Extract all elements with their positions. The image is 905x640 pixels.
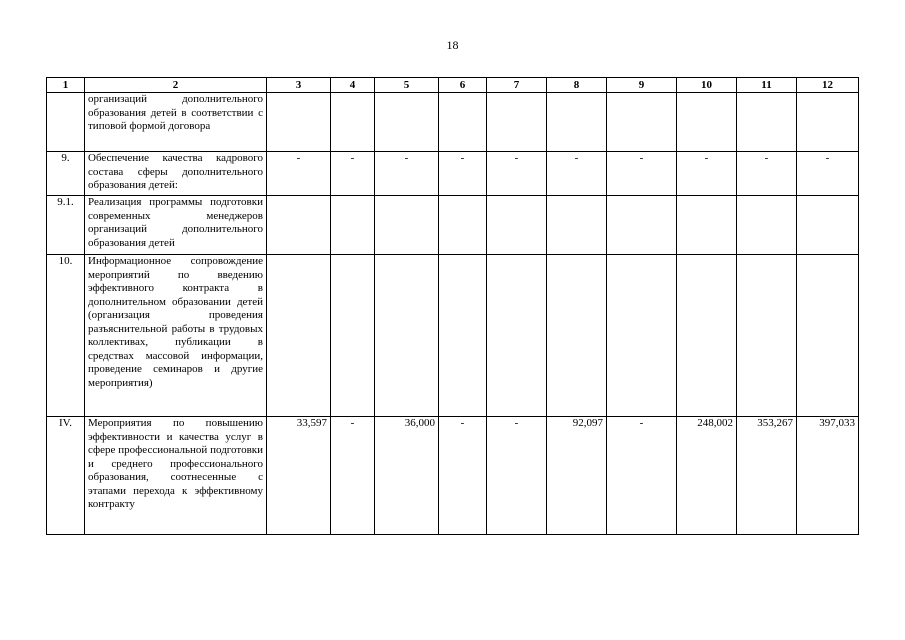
row-number xyxy=(47,93,85,152)
row-value: - xyxy=(439,417,487,535)
row-value xyxy=(267,196,331,255)
row-value xyxy=(737,196,797,255)
row-value xyxy=(439,255,487,417)
row-value xyxy=(677,255,737,417)
row-value: - xyxy=(439,152,487,196)
column-header: 12 xyxy=(797,78,859,93)
row-value xyxy=(797,196,859,255)
row-value: 353,267 xyxy=(737,417,797,535)
column-header: 9 xyxy=(607,78,677,93)
row-value: 92,097 xyxy=(547,417,607,535)
row-value xyxy=(677,196,737,255)
row-value xyxy=(331,196,375,255)
row-name: Информационное сопровождение мероприятий по введению эффективного контракта в дополнительном образовании детей (организация проведения разъяснительной работы в трудовых коллективах, публикации в средствах массовой информации, проведение семинаров и другие мероприятия) xyxy=(85,255,267,417)
row-value: 33,597 xyxy=(267,417,331,535)
page-number: 18 xyxy=(446,38,459,52)
row-value: - xyxy=(677,152,737,196)
row-value xyxy=(267,93,331,152)
row-value: - xyxy=(331,152,375,196)
row-number: 10. xyxy=(47,255,85,417)
column-header: 1 xyxy=(47,78,85,93)
row-value xyxy=(439,93,487,152)
column-header: 8 xyxy=(547,78,607,93)
row-value xyxy=(375,196,439,255)
row-value: - xyxy=(607,152,677,196)
row-number: 9. xyxy=(47,152,85,196)
column-header: 10 xyxy=(677,78,737,93)
measures-table xyxy=(46,77,859,535)
table-row xyxy=(47,417,859,535)
row-value xyxy=(487,93,547,152)
row-value xyxy=(375,255,439,417)
row-value xyxy=(267,255,331,417)
row-value xyxy=(547,255,607,417)
row-value: - xyxy=(547,152,607,196)
row-value xyxy=(439,196,487,255)
column-header: 7 xyxy=(487,78,547,93)
table-header-row xyxy=(47,78,859,93)
row-value xyxy=(607,93,677,152)
row-value: - xyxy=(331,417,375,535)
row-number: IV. xyxy=(47,417,85,535)
row-value xyxy=(547,196,607,255)
column-header: 2 xyxy=(85,78,267,93)
row-name: Реализация программы подготовки современных менеджеров организаций дополнительного образования детей xyxy=(85,196,267,255)
row-value: - xyxy=(797,152,859,196)
row-value xyxy=(331,255,375,417)
row-value xyxy=(737,255,797,417)
row-value: - xyxy=(267,152,331,196)
row-name: Мероприятия по повышению эффективности и качества услуг в сфере профессиональной подготовки и среднего профессионального образования, соотнесенные с этапами перехода к эффективному контракту xyxy=(85,417,267,535)
row-value: - xyxy=(487,152,547,196)
row-value xyxy=(797,93,859,152)
row-number: 9.1. xyxy=(47,196,85,255)
column-header: 5 xyxy=(375,78,439,93)
row-value xyxy=(797,255,859,417)
row-value xyxy=(607,255,677,417)
row-value xyxy=(737,93,797,152)
row-value: - xyxy=(607,417,677,535)
table-row xyxy=(47,93,859,152)
row-value xyxy=(487,255,547,417)
row-value xyxy=(547,93,607,152)
row-value xyxy=(331,93,375,152)
row-name: Обеспечение качества кадрового состава сферы дополнительного образования детей: xyxy=(85,152,267,196)
column-header: 6 xyxy=(439,78,487,93)
row-value: 397,033 xyxy=(797,417,859,535)
row-name: организаций дополнительного образования детей в соответствии с типовой формой договора xyxy=(85,93,267,152)
row-value xyxy=(487,196,547,255)
row-value xyxy=(607,196,677,255)
row-value: 36,000 xyxy=(375,417,439,535)
row-value: 248,002 xyxy=(677,417,737,535)
table-row xyxy=(47,255,859,417)
column-header: 11 xyxy=(737,78,797,93)
row-value: - xyxy=(737,152,797,196)
table-row xyxy=(47,152,859,196)
row-value xyxy=(677,93,737,152)
row-value: - xyxy=(487,417,547,535)
row-value: - xyxy=(375,152,439,196)
table-row xyxy=(47,196,859,255)
column-header: 4 xyxy=(331,78,375,93)
row-value xyxy=(375,93,439,152)
column-header: 3 xyxy=(267,78,331,93)
